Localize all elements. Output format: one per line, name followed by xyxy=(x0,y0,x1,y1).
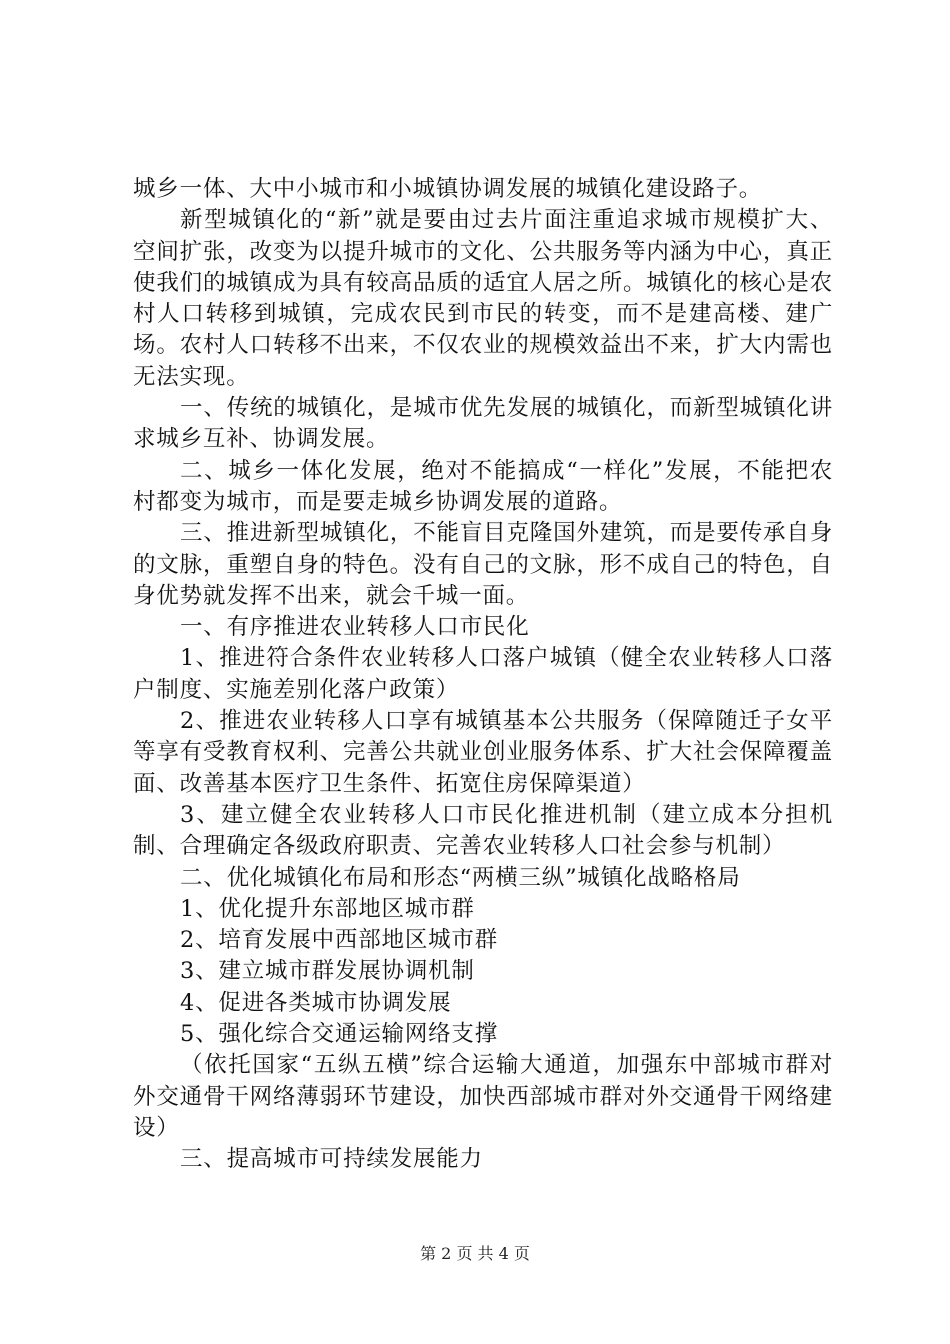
paragraph-5: 三、推进新型城镇化，不能盲目克隆国外建筑，而是要传承自身的文脉，重塑自身的特色。没有自己的文脉，形不成自己的特色，自身优势就发挥不出来，就会千城一面。 xyxy=(133,520,833,609)
paragraph-1: 城乡一体、大中小城市和小城镇协调发展的城镇化建设路子。 xyxy=(133,176,763,202)
list-item-2-2: 2、培育发展中西部地区城市群 xyxy=(180,927,499,954)
list-item-2-3: 3、建立城市群发展协调机制 xyxy=(180,958,475,985)
section-heading-3: 三、提高城市可持续发展能力 xyxy=(180,1146,483,1173)
list-item-2-1: 1、优化提升东部地区城市群 xyxy=(180,895,475,922)
page-number-footer: 第 2 页 共 4 页 xyxy=(420,1244,530,1263)
paragraph-3: 一、传统的城镇化，是城市优先发展的城镇化，而新型城镇化讲求城乡互补、协调发展。 xyxy=(133,395,833,453)
list-item-2-4: 4、促进各类城市协调发展 xyxy=(180,989,452,1016)
list-item-1-3: 3、建立健全农业转移人口市民化推进机制（建立成本分担机制、合理确定各级政府职责、完善农业转移人口社会参与机制） xyxy=(133,801,833,860)
list-item-1-2: 2、推进农业转移人口享有城镇基本公共服务（保障随迁子女平等享有受教育权利、完善公共就业创业服务体系、扩大社会保障覆盖面、改善基本医疗卫生条件、拓宽住房保障渠道） xyxy=(133,708,833,797)
document-body xyxy=(133,174,833,1176)
list-item-2-5: 5、强化综合交通运输网络支撑 xyxy=(180,1021,499,1048)
list-item-1-1: 1、推进符合条件农业转移人口落户城镇（健全农业转移人口落户制度、实施差别化落户政策） xyxy=(133,645,833,703)
paragraph-4: 二、城乡一体化发展，绝对不能搞成“一样化”发展，不能把农村都变为城市，而是要走城乡协调发展的道路。 xyxy=(133,457,833,515)
paragraph-2: 新型城镇化的“新”就是要由过去片面注重追求城市规模扩大、空间扩张，改变为以提升城市的文化、公共服务等内涵为中心，真正使我们的城镇成为具有较高品质的适宜人居之所。城镇化的核心是农村人口转移到城镇，完成农民到市民的转变，而不是建高楼、建广场。农村人口转移不出来，不仅农业的规模效益出不来，扩大内需也无法实现。 xyxy=(133,207,833,390)
list-item-2-5-detail: （依托国家“五纵五横”综合运输大通道，加强东中部城市群对外交通骨干网络薄弱环节建设，加快西部城市群对外交通骨干网络建设） xyxy=(133,1052,833,1141)
section-heading-1: 一、有序推进农业转移人口市民化 xyxy=(180,614,530,641)
section-heading-2: 二、优化城镇化布局和形态“两横三纵”城镇化战略格局 xyxy=(180,864,741,891)
